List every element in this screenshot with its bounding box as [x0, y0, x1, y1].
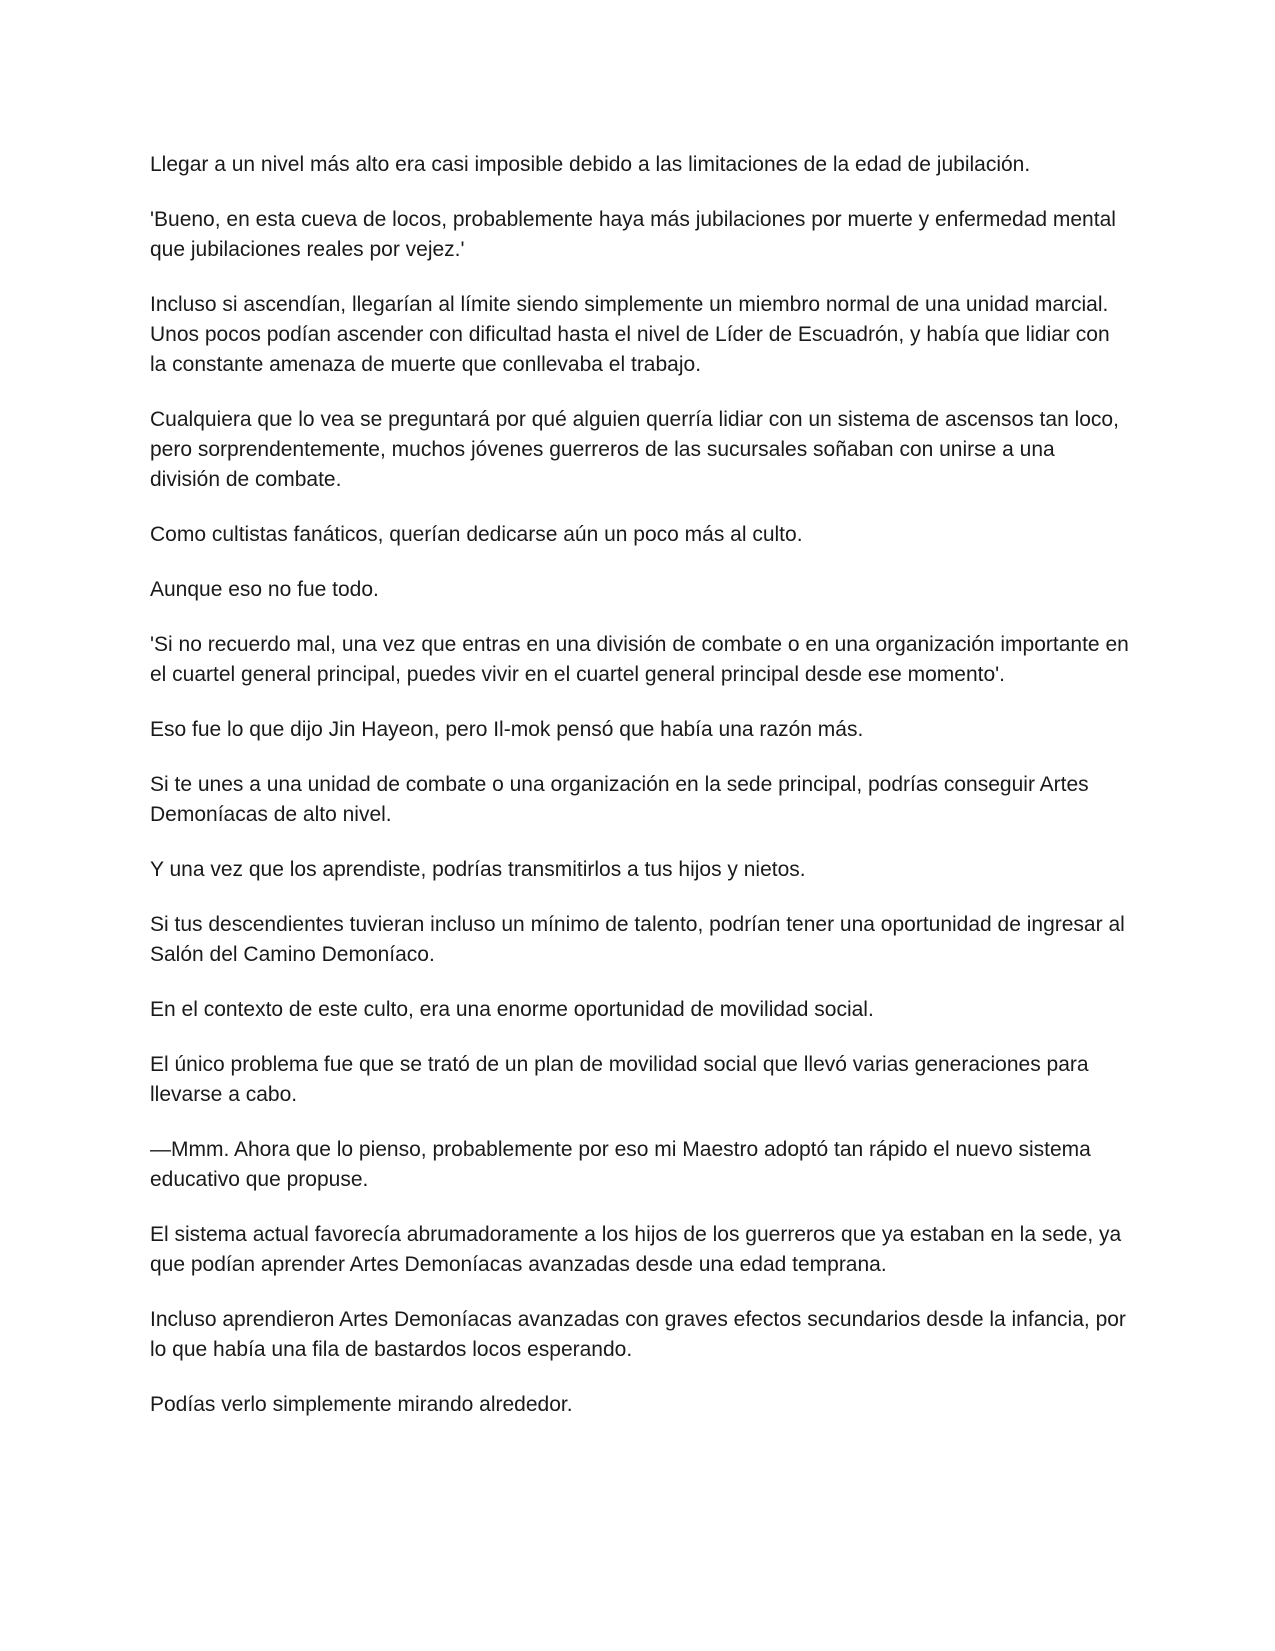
- paragraph: Incluso si ascendían, llegarían al límite siendo simplemente un miembro normal de una unidad marcial. Unos pocos podían ascender con dificultad hasta el nivel de Líder de Escuadrón, y había que lidiar con la constante amenaza de muerte que conllevaba el trabajo.: [150, 293, 1110, 376]
- paragraph: 'Bueno, en esta cueva de locos, probablemente haya más jubilaciones por muerte y enfermedad mental que jubilaciones reales por vejez.': [150, 208, 1116, 261]
- paragraph: Si te unes a una unidad de combate o una organización en la sede principal, podrías conseguir Artes Demoníacas de alto nivel.: [150, 773, 1089, 826]
- paragraph: El sistema actual favorecía abrumadoramente a los hijos de los guerreros que ya estaban en la sede, ya que podían aprender Artes Demoníacas avanzadas desde una edad temprana.: [150, 1223, 1122, 1276]
- paragraph: El único problema fue que se trató de un plan de movilidad social que llevó varias generaciones para llevarse a cabo.: [150, 1053, 1089, 1106]
- paragraph: —Mmm. Ahora que lo pienso, probablemente por eso mi Maestro adoptó tan rápido el nuevo sistema educativo que propuse.: [150, 1138, 1091, 1191]
- paragraph: Podías verlo simplemente mirando alrededor.: [150, 1393, 573, 1416]
- paragraph: Incluso aprendieron Artes Demoníacas avanzadas con graves efectos secundarios desde la infancia, por lo que había una fila de bastardos locos esperando.: [150, 1308, 1126, 1361]
- paragraph: Si tus descendientes tuvieran incluso un mínimo de talento, podrían tener una oportunidad de ingresar al Salón del Camino Demoníaco.: [150, 913, 1125, 966]
- paragraph: Como cultistas fanáticos, querían dedicarse aún un poco más al culto.: [150, 523, 803, 546]
- paragraph: Eso fue lo que dijo Jin Hayeon, pero Il-mok pensó que había una razón más.: [150, 718, 864, 741]
- paragraph: Aunque eso no fue todo.: [150, 578, 379, 601]
- paragraph: 'Si no recuerdo mal, una vez que entras en una división de combate o en una organización importante en el cuartel general principal, puedes vivir en el cuartel general principal desde ese momento'.: [150, 633, 1129, 686]
- paragraph: Llegar a un nivel más alto era casi imposible debido a las limitaciones de la edad de jubilación.: [150, 153, 1031, 176]
- document-body: [150, 150, 1130, 1445]
- paragraph: Y una vez que los aprendiste, podrías transmitirlos a tus hijos y nietos.: [150, 858, 806, 881]
- paragraph: Cualquiera que lo vea se preguntará por qué alguien querría lidiar con un sistema de ascensos tan loco, pero sorprendentemente, muchos jóvenes guerreros de las sucursales soñaban con unirse a una división de combate.: [150, 408, 1119, 491]
- paragraph: En el contexto de este culto, era una enorme oportunidad de movilidad social.: [150, 998, 874, 1021]
